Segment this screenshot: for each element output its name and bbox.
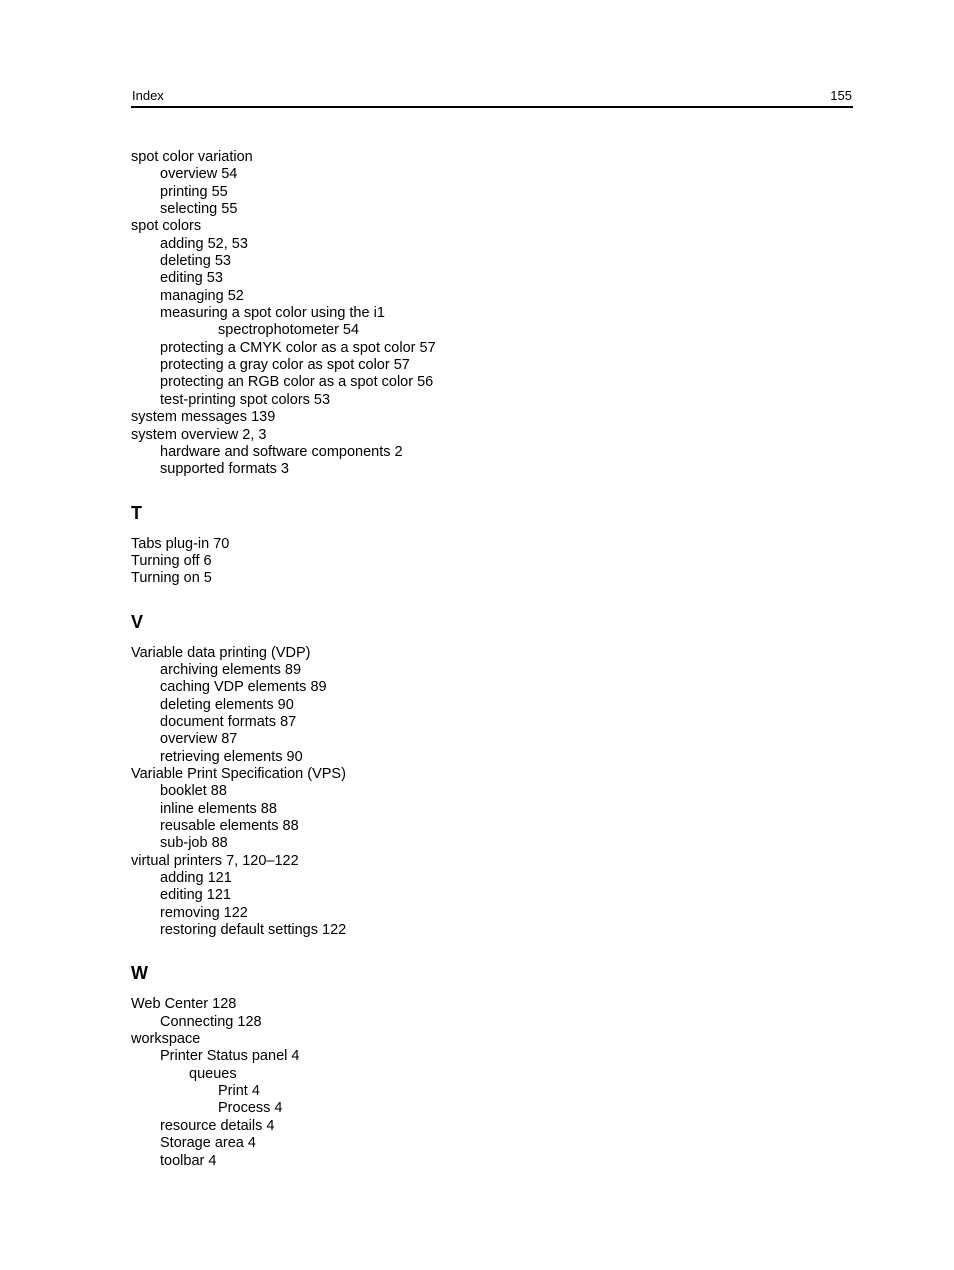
index-subentry: deleting elements 90 (160, 696, 294, 713)
index-subentry: booklet 88 (160, 783, 227, 800)
index-entry: system messages 139 (131, 409, 276, 426)
index-subentry: measuring a spot color using the i1 (160, 305, 385, 322)
section-letter: W (131, 963, 148, 984)
index-subentry: managing 52 (160, 287, 244, 304)
index-entry: Turning off 6 (131, 552, 212, 569)
index-subentry: protecting a gray color as spot color 57 (160, 357, 410, 374)
index-entry-group (131, 536, 853, 588)
index-subentry: adding 121 (160, 870, 232, 887)
index-entry-group (131, 645, 853, 940)
index-entry-group (131, 996, 853, 1169)
index-subentry: editing 121 (160, 887, 231, 904)
index-subentry: inline elements 88 (160, 800, 277, 817)
index-subentry: reusable elements 88 (160, 818, 299, 834)
index-entry: Turning on 5 (131, 570, 212, 587)
index-subentry: overview 87 (160, 731, 238, 748)
index-subentry: document formats 87 (160, 713, 297, 730)
index-subentry: retrieving elements 90 (160, 748, 303, 765)
section-letter: T (131, 502, 142, 523)
index-entry: Variable data printing (VDP) (131, 644, 311, 661)
index-subentry: selecting 55 (160, 201, 238, 218)
index-entry: spot color variation (131, 149, 253, 165)
page-header (131, 88, 853, 108)
index-subentry: adding 52, 53 (160, 235, 248, 252)
index-subentry: sub-job 88 (160, 835, 228, 852)
index-subentry: toolbar 4 (160, 1152, 217, 1169)
index-subentry: Printer Status panel 4 (160, 1048, 300, 1065)
index-subentry: test-printing spot colors 53 (160, 391, 331, 408)
index-subentry: hardware and software components 2 (160, 443, 403, 460)
index-subentry: spectrophotometer 54 (218, 322, 360, 339)
index-subentry: Print 4 (218, 1083, 260, 1100)
index-subentry: supported formats 3 (160, 461, 289, 478)
header-title: Index (132, 88, 164, 103)
index-entry: Web Center 128 (131, 996, 237, 1013)
index-subentry: printing 55 (160, 183, 228, 200)
index-entry: system overview 2, 3 (131, 426, 267, 443)
index-subentry: caching VDP elements 89 (160, 679, 327, 696)
index-entry: workspace (131, 1031, 201, 1048)
index-subentry: archiving elements 89 (160, 661, 302, 678)
index-subentry: deleting 53 (160, 253, 231, 270)
index-subentry: protecting an RGB color as a spot color 56 (160, 374, 434, 391)
index-subentry: Storage area 4 (160, 1135, 256, 1152)
index-subentry: resource details 4 (160, 1117, 275, 1134)
index-entry: virtual printers 7, 120–122 (131, 852, 299, 869)
index-subentry: restoring default settings 122 (160, 922, 347, 939)
index-entry: spot colors (131, 218, 202, 235)
index-subentry: protecting a CMYK color as a spot color 57 (160, 339, 436, 356)
index-entry: Tabs plug-in 70 (131, 535, 230, 552)
index-content (131, 149, 853, 1170)
index-subentry: Process 4 (218, 1100, 283, 1117)
index-entry: Variable Print Specification (VPS) (131, 765, 346, 782)
page-number: 155 (830, 88, 852, 103)
index-subentry: Connecting 128 (160, 1013, 262, 1030)
index-subentry: editing 53 (160, 270, 223, 287)
index-subentry: queues (189, 1065, 237, 1082)
section-letter: V (131, 611, 144, 632)
index-subentry: overview 54 (160, 166, 238, 183)
index-entry-group (131, 149, 853, 479)
index-subentry: removing 122 (160, 904, 248, 921)
